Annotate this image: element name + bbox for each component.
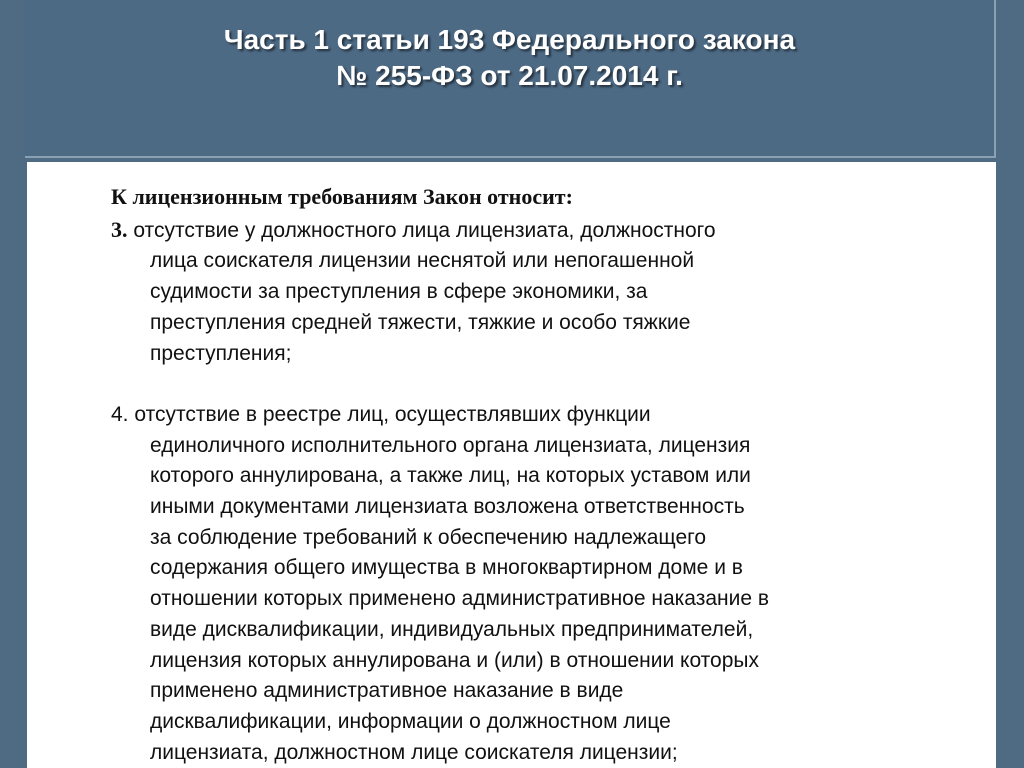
list-item-3 [111, 215, 931, 370]
slide-title-line-1: Часть 1 статьи 193 Федерального закона [223, 24, 796, 55]
slide-title [25, 22, 994, 94]
item-line: преступления; [150, 341, 292, 365]
item-line: отношении которых применено административное наказание в [150, 587, 770, 611]
item-line: лицензия которых аннулирована и (или) в отношении которых [150, 648, 759, 672]
item-number: 3. [111, 216, 128, 242]
item-line [111, 215, 931, 247]
item-line: лица соискателя лицензии неснятой или непогашенной [150, 249, 695, 273]
content-panel [27, 162, 996, 768]
item-text: отсутствие у должностного лица лицензиата, должностного [133, 218, 716, 242]
item-number: 4. [111, 402, 129, 426]
item-text: отсутствие в реестре лиц, осуществлявших функции [134, 402, 651, 426]
item-line: применено административное наказание в виде [150, 679, 624, 703]
item-line [111, 400, 931, 431]
slide-title-line-2: № 255-ФЗ от 21.07.2014 г. [336, 60, 683, 91]
item-line: за соблюдение требований к обеспечению надлежащего [150, 525, 707, 549]
item-line: лицензиата, должностном лице соискателя лицензии; [150, 740, 678, 764]
item-line: иными документами лицензиата возложена ответственность [150, 495, 745, 519]
item-line: виде дисквалификации, индивидуальных предпринимателей, [150, 617, 754, 641]
item-line: дисквалификации, информации о должностном лице [150, 709, 671, 733]
paragraph-spacer [111, 369, 931, 400]
item-line: единоличного исполнительного органа лицензиата, лицензия [150, 433, 751, 457]
item-line: которого аннулирована, а также лиц, на которых уставом или [150, 464, 751, 488]
content-body [111, 182, 931, 768]
title-panel [25, 0, 996, 158]
list-item-4 [111, 400, 931, 768]
item-line: содержания общего имущества в многоквартирном доме и в [150, 556, 743, 580]
item-line: судимости за преступления в сфере экономики, за [150, 280, 648, 304]
item-line: преступления средней тяжести, тяжкие и особо тяжкие [150, 310, 691, 334]
lead-text: К лицензионным требованиям Закон относит: [111, 184, 573, 209]
